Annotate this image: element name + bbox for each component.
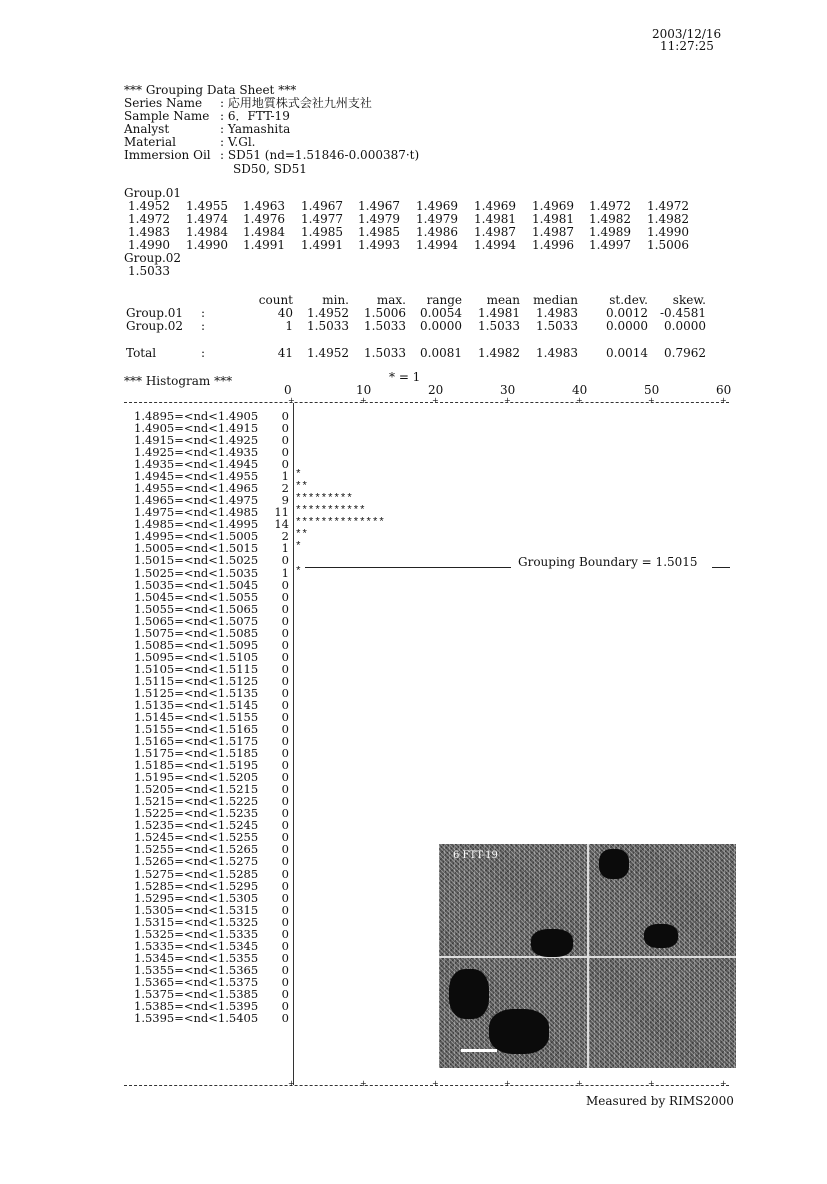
photo-dark-region <box>449 969 489 1019</box>
bin-range-label: 1.5115=<nd<1.5125 <box>134 673 259 688</box>
bin-range-label: 1.5065=<nd<1.5075 <box>134 613 259 628</box>
bin-count: 14 <box>274 517 289 532</box>
group-value: 1.4985 <box>301 225 343 239</box>
group-value: 1.4967 <box>358 199 400 213</box>
stats-value: 1.5033 <box>536 319 578 333</box>
bin-range-label: 1.5345=<nd<1.5355 <box>134 950 259 965</box>
photo-caption: 6 FTT-19 <box>453 850 498 861</box>
group-value: 1.4987 <box>532 225 574 239</box>
bin-count: 0 <box>281 577 289 592</box>
bin-range-label: 1.5015=<nd<1.5025 <box>134 553 259 568</box>
bin-count: 0 <box>281 433 289 448</box>
group-value: 1.4983 <box>128 225 170 239</box>
stats-value: 0.7962 <box>664 346 706 360</box>
axis-tick-mark: + <box>720 1079 727 1088</box>
group-value: 1.4976 <box>243 212 285 226</box>
group-value: 1.4972 <box>647 199 689 213</box>
group-value: 1.4974 <box>186 212 228 226</box>
bin-range-label: 1.5005=<nd<1.5015 <box>134 541 259 556</box>
histogram-bar: ** <box>295 529 308 542</box>
group-value: 1.4969 <box>532 199 574 213</box>
bin-count: 0 <box>281 710 289 724</box>
bin-count: 0 <box>281 457 289 472</box>
immersion-oil-extra: SD50, SD51 <box>233 162 307 176</box>
bin-range-label: 1.5375=<nd<1.5385 <box>134 986 259 1001</box>
bin-count: 0 <box>281 770 289 785</box>
bin-count: 0 <box>281 722 289 737</box>
group-value: 1.4994 <box>474 238 516 252</box>
stats-value: 1.5033 <box>364 346 406 360</box>
bin-count: 0 <box>281 782 289 797</box>
bin-count: 0 <box>281 673 289 688</box>
axis-tick-label: 50 <box>644 383 660 397</box>
bin-range-label: 1.5025=<nd<1.5035 <box>134 565 259 580</box>
bin-range-label: 1.5035=<nd<1.5045 <box>134 577 259 592</box>
bin-count: 0 <box>281 589 289 604</box>
histogram-bar: ** <box>295 481 308 494</box>
bin-count: 0 <box>281 746 289 761</box>
histogram-scale-note: * = 1 <box>389 370 421 384</box>
bin-count: 0 <box>281 830 289 845</box>
axis-tick-mark: + <box>504 396 511 405</box>
histogram-bar: *********** <box>295 505 366 518</box>
bin-count: 0 <box>281 758 289 773</box>
bin-range-label: 1.5135=<nd<1.5145 <box>134 697 259 712</box>
axis-tick-mark: + <box>648 396 655 405</box>
group-value: 1.4981 <box>474 212 516 226</box>
photo-dark-region <box>599 849 629 879</box>
axis-tick-mark: + <box>288 396 295 405</box>
group-value: 1.4986 <box>416 225 458 239</box>
group-value: 1.4987 <box>474 225 516 239</box>
stats-value: 1.5006 <box>364 306 406 320</box>
stats-value: 0.0000 <box>664 319 706 333</box>
group-value: 1.4981 <box>532 212 574 226</box>
stats-value: -0.4581 <box>659 306 706 320</box>
group-value: 1.4996 <box>532 238 574 252</box>
bin-range-label: 1.5355=<nd<1.5365 <box>134 962 259 977</box>
bin-range-label: 1.5045=<nd<1.5055 <box>134 589 259 604</box>
bin-range-label: 1.5095=<nd<1.5105 <box>134 649 259 664</box>
axis-tick-label: 30 <box>500 383 516 397</box>
bin-count: 0 <box>281 661 289 676</box>
bin-range-label: 1.5085=<nd<1.5095 <box>134 637 259 652</box>
group-value: 1.4977 <box>301 212 343 226</box>
bin-count: 0 <box>281 734 289 749</box>
stats-value: 0.0000 <box>420 319 462 333</box>
stats-value: 0.0054 <box>420 306 462 320</box>
sheet-title: *** Grouping Data Sheet *** <box>124 83 297 97</box>
group-value: 1.4994 <box>416 238 458 252</box>
bin-range-label: 1.5245=<nd<1.5255 <box>134 830 259 845</box>
bin-range-label: 1.5395=<nd<1.5405 <box>134 1011 259 1025</box>
histogram-baseline <box>293 403 294 1085</box>
bin-range-label: 1.4955=<nd<1.4965 <box>134 481 259 496</box>
stats-value: 1.4952 <box>307 306 349 320</box>
group-value: 1.4982 <box>647 212 689 226</box>
bin-range-label: 1.5105=<nd<1.5115 <box>134 661 259 676</box>
bin-range-label: 1.5185=<nd<1.5195 <box>134 758 259 773</box>
photo-divider-h <box>439 956 736 958</box>
header-field-label: Material <box>124 135 196 149</box>
measured-by: Measured by RIMS2000 <box>586 1094 734 1108</box>
grouping-boundary-label: Grouping Boundary = 1.5015 <box>518 555 698 569</box>
header-field-value: : 6．FTT-19 <box>220 109 290 123</box>
bin-range-label: 1.4985=<nd<1.4995 <box>134 517 259 532</box>
bin-count: 0 <box>281 878 289 893</box>
header-field-value: : Yamashita <box>220 122 291 136</box>
bin-range-label: 1.5325=<nd<1.5335 <box>134 926 259 941</box>
bin-range-label: 1.5275=<nd<1.5285 <box>134 866 259 881</box>
group-value: 1.4969 <box>416 199 458 213</box>
bin-count: 0 <box>281 818 289 833</box>
stats-row-colon: : <box>201 306 206 320</box>
bin-count: 0 <box>281 794 289 809</box>
bin-range-label: 1.4905=<nd<1.4915 <box>134 421 259 436</box>
bin-range-label: 1.5335=<nd<1.5345 <box>134 938 259 953</box>
group-value: 1.4984 <box>243 225 285 239</box>
bin-range-label: 1.5215=<nd<1.5225 <box>134 794 259 809</box>
histogram-top-rule <box>124 402 729 403</box>
bin-range-label: 1.4965=<nd<1.4975 <box>134 493 259 508</box>
bin-range-label: 1.5205=<nd<1.5215 <box>134 782 259 797</box>
bin-range-label: 1.5055=<nd<1.5065 <box>134 601 259 616</box>
bin-count: 0 <box>281 445 289 460</box>
axis-tick-mark: + <box>504 1079 511 1088</box>
histogram-bar: * <box>295 565 302 578</box>
bin-count: 0 <box>281 697 289 712</box>
bin-count: 1 <box>281 565 289 580</box>
group-value: 1.4972 <box>589 199 631 213</box>
histogram-bottom-rule <box>124 1085 729 1086</box>
histogram-bar: ************** <box>295 517 385 530</box>
axis-tick-mark: + <box>576 396 583 405</box>
photo-dark-region <box>489 1009 549 1054</box>
group-value: 1.4952 <box>128 199 170 213</box>
bin-range-label: 1.5145=<nd<1.5155 <box>134 710 259 724</box>
bin-count: 0 <box>281 1011 289 1025</box>
stats-header: range <box>426 293 462 307</box>
stats-header: mean <box>486 293 520 307</box>
bin-count: 0 <box>281 601 289 616</box>
group-value: 1.4979 <box>416 212 458 226</box>
bin-count: 9 <box>281 493 289 508</box>
bin-count: 0 <box>281 926 289 941</box>
bin-count: 0 <box>281 902 289 917</box>
bin-count: 0 <box>281 806 289 821</box>
bin-count: 0 <box>281 866 289 881</box>
group-value: 1.4963 <box>243 199 285 213</box>
bin-count: 0 <box>281 962 289 977</box>
axis-tick-mark: + <box>360 396 367 405</box>
bin-count: 0 <box>281 685 289 700</box>
stats-value: 1.4952 <box>307 346 349 360</box>
stats-value: 1.5033 <box>478 319 520 333</box>
stats-header: min. <box>322 293 349 307</box>
bin-count: 2 <box>281 529 289 544</box>
photo-dark-region <box>644 924 678 948</box>
stats-value: 0.0000 <box>606 319 648 333</box>
bin-count: 11 <box>274 505 289 520</box>
axis-tick-label: 40 <box>572 383 588 397</box>
stats-value: 0.0014 <box>606 346 648 360</box>
bin-range-label: 1.5195=<nd<1.5205 <box>134 770 259 785</box>
stats-value: 40 <box>277 306 293 320</box>
bin-range-label: 1.4975=<nd<1.4985 <box>134 505 259 520</box>
group-value: 1.4990 <box>128 238 170 252</box>
header-field-value: : SD51 (nd=1.51846-0.000387·t) <box>220 148 420 162</box>
group-value: 1.4969 <box>474 199 516 213</box>
bin-range-label: 1.5315=<nd<1.5325 <box>134 914 259 929</box>
bin-count: 0 <box>281 854 289 869</box>
bin-count: 0 <box>281 950 289 965</box>
axis-tick-label: 10 <box>356 383 372 397</box>
bin-count: 0 <box>281 842 289 857</box>
stats-value: 0.0012 <box>606 306 648 320</box>
photo-dark-region <box>531 929 573 957</box>
bin-range-label: 1.5295=<nd<1.5305 <box>134 890 259 905</box>
bin-count: 0 <box>281 986 289 1001</box>
bin-count: 0 <box>281 998 289 1013</box>
stats-header: median <box>533 293 578 307</box>
group-value: 1.4990 <box>186 238 228 252</box>
header-field-label: Immersion Oil <box>124 148 211 162</box>
axis-tick-mark: + <box>720 396 727 405</box>
axis-tick-mark: + <box>576 1079 583 1088</box>
group-value: 1.4982 <box>589 212 631 226</box>
stats-header: st.dev. <box>609 293 648 307</box>
bin-range-label: 1.5285=<nd<1.5295 <box>134 878 259 893</box>
bin-range-label: 1.5175=<nd<1.5185 <box>134 746 259 761</box>
stats-row-label: Group.02 <box>126 319 184 333</box>
header-field-label: Sample Name <box>124 109 217 123</box>
bin-range-label: 1.4915=<nd<1.4925 <box>134 433 259 448</box>
sample-photo <box>439 844 736 1068</box>
report-date: 2003/12/16 <box>652 27 722 41</box>
bin-range-label: 1.5155=<nd<1.5165 <box>134 722 259 737</box>
bin-range-label: 1.5265=<nd<1.5275 <box>134 854 259 869</box>
axis-tick-label: 20 <box>428 383 444 397</box>
grouping-boundary-tail <box>712 567 730 568</box>
stats-header: skew. <box>672 293 706 307</box>
header-field-label: Series Name <box>124 96 210 110</box>
grouping-boundary-line <box>305 567 511 568</box>
histogram-bar: * <box>295 469 302 482</box>
stats-header: count <box>258 293 293 307</box>
axis-tick-mark: + <box>360 1079 367 1088</box>
header-field-value: : 応用地質株式会社九州支社 <box>220 96 372 110</box>
axis-tick-mark: + <box>432 396 439 405</box>
stats-value: 1.4983 <box>536 346 578 360</box>
stats-value: 1.4982 <box>478 346 520 360</box>
stats-row-label: Total <box>126 346 157 360</box>
group-value: 1.4991 <box>243 238 285 252</box>
report-time: 11:27:25 <box>660 39 714 53</box>
axis-tick-mark: + <box>288 1079 295 1088</box>
bin-count: 0 <box>281 890 289 905</box>
bin-count: 0 <box>281 637 289 652</box>
group-value: 1.4972 <box>128 212 170 226</box>
axis-tick-label: 60 <box>716 383 732 397</box>
group-name: Group.01 <box>124 186 182 200</box>
bin-count: 0 <box>281 613 289 628</box>
stats-value: 1.4981 <box>478 306 520 320</box>
bin-count: 0 <box>281 553 289 568</box>
group-value: 1.4990 <box>647 225 689 239</box>
photo-scale-bar <box>461 1049 497 1052</box>
bin-range-label: 1.5165=<nd<1.5175 <box>134 734 259 749</box>
bin-count: 0 <box>281 649 289 664</box>
axis-tick-mark: + <box>648 1079 655 1088</box>
group-value: 1.4993 <box>358 238 400 252</box>
group-value: 1.4985 <box>358 225 400 239</box>
bin-count: 0 <box>281 938 289 953</box>
stats-row-label: Group.01 <box>126 306 184 320</box>
bin-range-label: 1.5365=<nd<1.5375 <box>134 974 259 989</box>
group-value: 1.4967 <box>301 199 343 213</box>
stats-value: 0.0081 <box>420 346 462 360</box>
bin-range-label: 1.5255=<nd<1.5265 <box>134 842 259 857</box>
bin-range-label: 1.4895=<nd<1.4905 <box>134 409 259 423</box>
bin-count: 1 <box>281 469 289 484</box>
histogram-bar: * <box>295 541 302 554</box>
axis-tick-label: 0 <box>284 383 292 397</box>
group-value: 1.4955 <box>186 199 228 213</box>
stats-row-colon: : <box>201 319 206 333</box>
group-value: 1.4989 <box>589 225 631 239</box>
bin-range-label: 1.4945=<nd<1.4955 <box>134 469 259 484</box>
histogram-bar: ********* <box>295 493 353 506</box>
bin-count: 0 <box>281 421 289 436</box>
header-field-value: : V.Gl. <box>220 135 256 149</box>
bin-count: 1 <box>281 541 289 556</box>
header-field <box>124 149 419 162</box>
stats-value: 41 <box>277 346 293 360</box>
bin-count: 0 <box>281 974 289 989</box>
bin-range-label: 1.5235=<nd<1.5245 <box>134 818 259 833</box>
group-value: 1.4997 <box>589 238 631 252</box>
bin-count: 2 <box>281 481 289 496</box>
bin-range-label: 1.4995=<nd<1.5005 <box>134 529 259 544</box>
stats-value: 1.5033 <box>364 319 406 333</box>
group-name: Group.02 <box>124 251 182 265</box>
stats-value: 1 <box>285 319 293 333</box>
group-value: 1.4984 <box>186 225 228 239</box>
header-field-label: Analyst <box>124 122 193 136</box>
stats-value: 1.4983 <box>536 306 578 320</box>
bin-range-label: 1.4935=<nd<1.4945 <box>134 457 259 472</box>
bin-range-label: 1.5385=<nd<1.5395 <box>134 998 259 1013</box>
stats-value: 1.5033 <box>307 319 349 333</box>
bin-count: 0 <box>281 625 289 640</box>
bin-count: 0 <box>281 914 289 929</box>
bin-range-label: 1.5075=<nd<1.5085 <box>134 625 259 640</box>
bin-count: 0 <box>281 409 289 423</box>
stats-header: max. <box>376 293 406 307</box>
bin-range-label: 1.5305=<nd<1.5315 <box>134 902 259 917</box>
bin-range-label: 1.4925=<nd<1.4935 <box>134 445 259 460</box>
axis-tick-mark: + <box>432 1079 439 1088</box>
group-value: 1.4979 <box>358 212 400 226</box>
stats-row-colon: : <box>201 346 206 360</box>
bin-range-label: 1.5225=<nd<1.5235 <box>134 806 259 821</box>
group-value: 1.4991 <box>301 238 343 252</box>
bin-range-label: 1.5125=<nd<1.5135 <box>134 685 259 700</box>
group-value: 1.5006 <box>647 238 689 252</box>
group-value: 1.5033 <box>128 264 170 278</box>
histogram-title: *** Histogram *** <box>124 374 233 388</box>
